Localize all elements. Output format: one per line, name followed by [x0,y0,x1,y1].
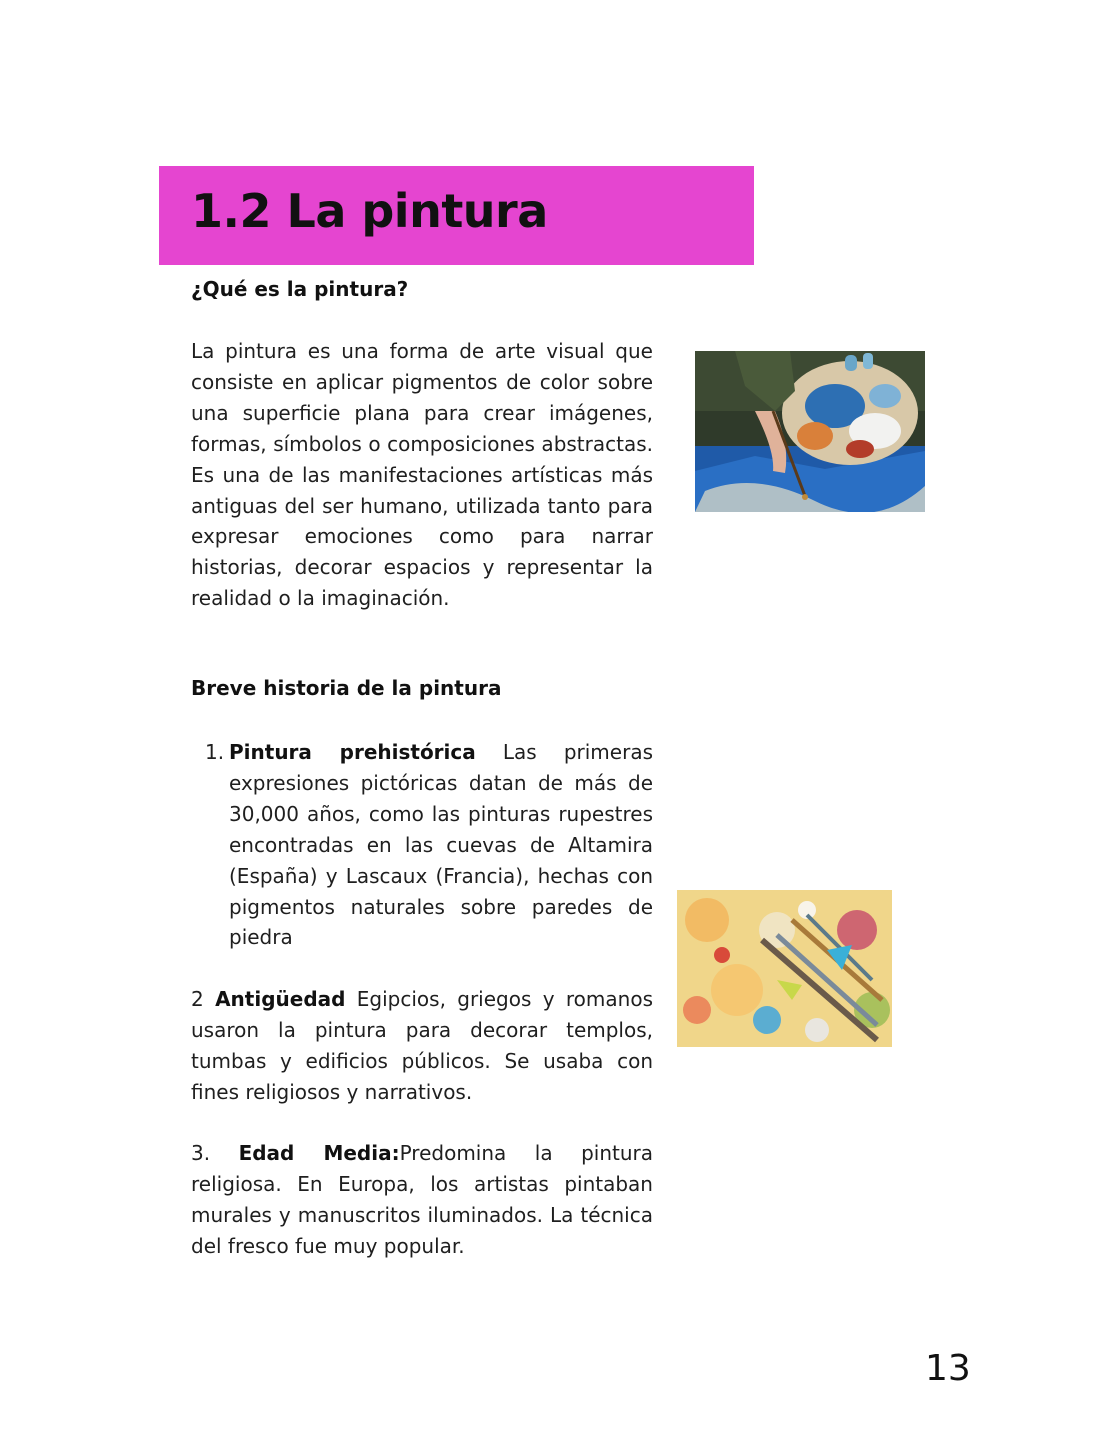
history-item-text: Predomina la pintura religiosa. En Europa, los artistas pintaban murales y manuscritos iluminados. La técnica del fresco fue muy popular. [191,1141,653,1258]
intro-paragraph: La pintura es una forma de arte visual que consiste en aplicar pigmentos de color sobre una superficie plana para crear imágenes, formas, símbolos o composiciones abstractas. Es una de las manifestaciones artísticas más antiguas del ser humano, utilizada tanto para expresar emociones como para narrar historias, decorar espacios y representar la realidad o la imaginación. [191,339,653,611]
history-item-term: Edad Media: [238,1141,400,1165]
history-item-prehistoric [229,737,653,953]
history-item-antiquity [191,984,653,1108]
painting-photo [695,351,925,512]
page-number: 13 [925,1348,971,1389]
history-item-middle-ages [191,1138,653,1262]
history-item-number: 2 [191,987,216,1011]
brushes-illustration [677,890,892,1047]
history-item-number: 3. [191,1141,239,1165]
history-item-term: Antigüedad [215,987,346,1011]
page-title: 1.2 La pintura [191,184,548,238]
title-banner [159,166,754,265]
history-item-text: Las primeras expresiones pictóricas datan de más de 30,000 años, como las pinturas rupestres encontradas en las cuevas de Altamira (España) y Lascaux (Francia), hechas con pigmentos naturales sobre paredes de piedra [229,740,653,950]
section-heading-what-is-painting: ¿Qué es la pintura? [191,277,409,301]
list-number-1: 1. [205,740,225,764]
history-item-text: Egipcios, griegos y romanos usaron la pintura para decorar templos, tumbas y edificios públicos. Se usaba con fines religiosos y narrativos. [191,987,653,1104]
history-item-term: Pintura prehistórica [229,740,476,764]
painting-illustration [695,351,925,512]
section-heading-history: Breve historia de la pintura [191,676,502,700]
brushes-photo [677,890,892,1047]
